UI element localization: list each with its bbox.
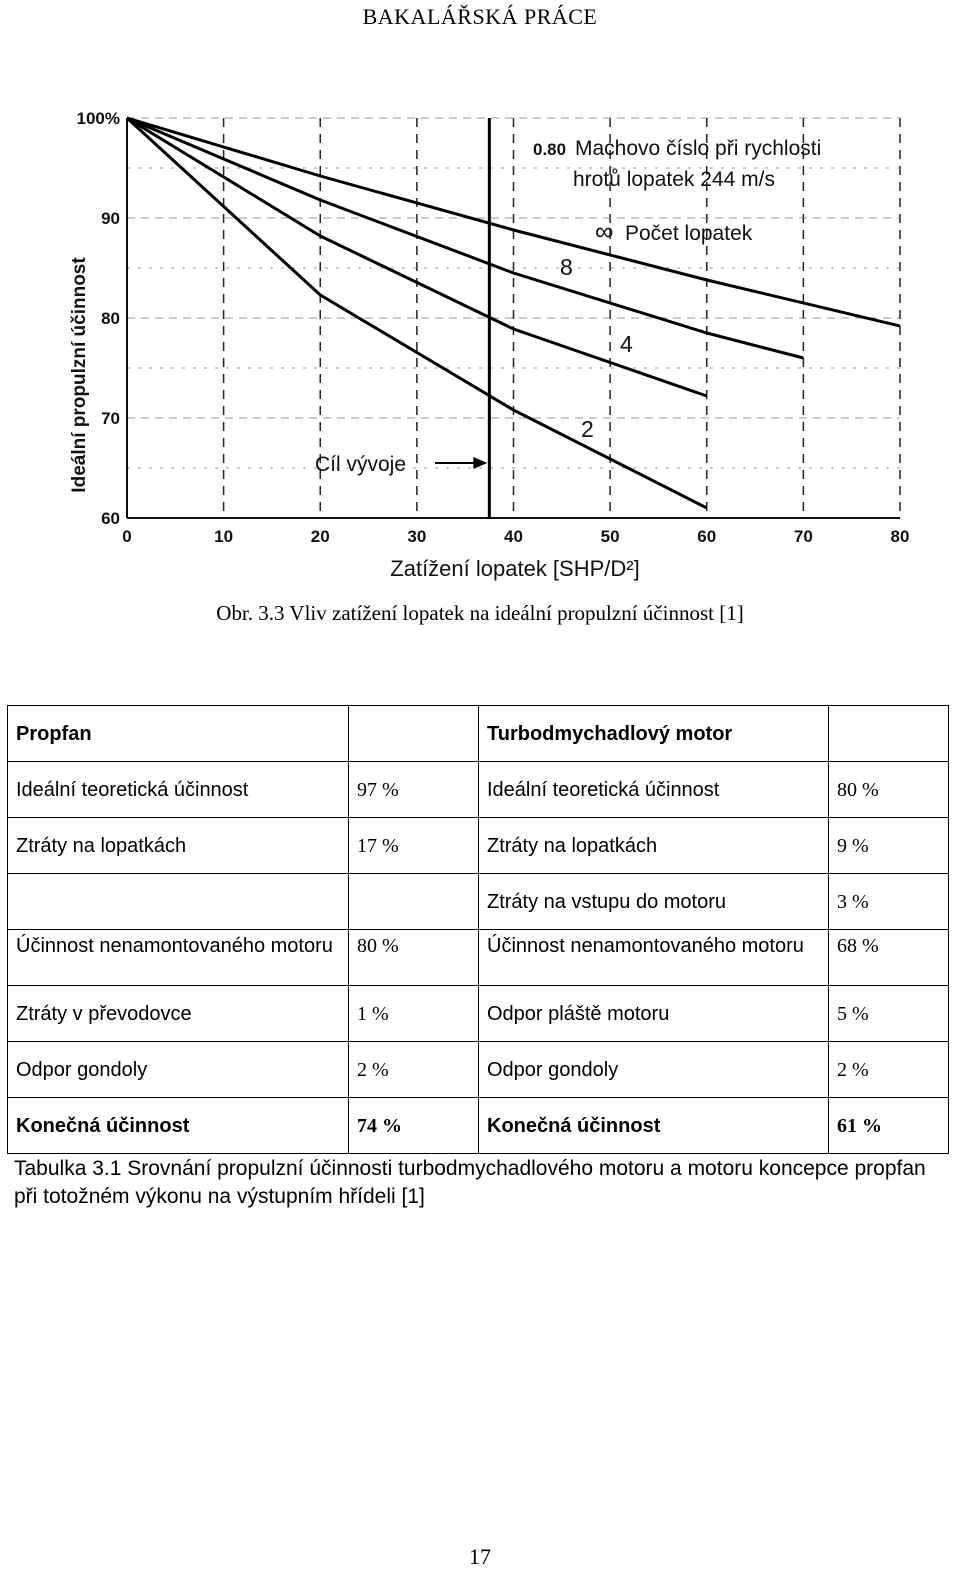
table-header-row — [8, 706, 949, 762]
propfan-value: 2 % — [349, 1042, 479, 1098]
page-number: 17 — [469, 1544, 491, 1569]
propfan-label: Ztráty na lopatkách — [8, 818, 349, 874]
propfan-label — [8, 874, 349, 930]
turbofan-label: Ztráty na lopatkách — [479, 818, 829, 874]
turbofan-label: Konečná účinnost — [479, 1098, 829, 1154]
turbofan-label: Ideální teoretická účinnost — [479, 762, 829, 818]
series-label: 4 — [620, 331, 633, 357]
x-tick-label: 40 — [504, 527, 523, 546]
propfan-value: 80 % — [349, 930, 479, 986]
x-axis-label: Zatížení lopatek [SHP/D²] — [390, 556, 640, 581]
header-empty-1 — [349, 706, 479, 762]
turbofan-value: 9 % — [829, 818, 949, 874]
series-label: 2 — [581, 416, 594, 442]
table-row — [8, 1098, 949, 1154]
y-tick-label: 90 — [101, 209, 120, 228]
y-tick-label: 80 — [101, 309, 120, 328]
x-tick-label: 80 — [890, 527, 910, 546]
y-tick-label: 70 — [101, 409, 120, 428]
table-row — [8, 930, 949, 986]
turbofan-value: 68 % — [829, 930, 949, 986]
target-label: Cíl vývoje — [315, 453, 407, 476]
table-row — [8, 874, 949, 930]
x-tick-label: 10 — [214, 527, 234, 546]
chart-grid — [127, 118, 900, 518]
turbofan-label: Účinnost nenamontovaného motoru — [479, 930, 829, 986]
efficiency-chart-figure — [60, 100, 920, 590]
turbofan-value: 2 % — [829, 1042, 949, 1098]
propfan-label: Účinnost nenamontovaného motoru — [8, 930, 349, 986]
series-label: 8 — [560, 254, 573, 280]
turbofan-value: 80 % — [829, 762, 949, 818]
x-tick-label: 20 — [310, 527, 330, 546]
propfan-value: 17 % — [349, 818, 479, 874]
mach-value: 0.80 — [533, 140, 567, 159]
target-arrow — [435, 457, 487, 469]
x-tick-label: 60 — [697, 527, 717, 546]
header-turbofan: Turbodmychadlový motor — [479, 706, 829, 762]
propfan-value: 74 % — [349, 1098, 479, 1154]
blade-count-label: Počet lopatek — [625, 222, 753, 245]
mach-label-line2: hrotů lopatek 244 m/s — [573, 168, 775, 191]
target-arrow-head — [473, 457, 487, 469]
turbofan-value: 5 % — [829, 986, 949, 1042]
table-row — [8, 762, 949, 818]
efficiency-comparison-table — [7, 705, 949, 1154]
table-caption: Tabulka 3.1 Srovnání propulzní účinnosti turbodmychadlového motoru a motoru koncepce propfan při totožném výkonu na výstupním hřídeli [1] — [14, 1157, 926, 1208]
x-tick-label: 50 — [600, 527, 620, 546]
turbofan-label: Ztráty na vstupu do motoru — [479, 874, 829, 930]
table-row — [8, 818, 949, 874]
table-row — [8, 1042, 949, 1098]
propfan-label: Ztráty v převodovce — [8, 986, 349, 1042]
x-tick-label: 30 — [407, 527, 427, 546]
running-head: BAKALÁŘSKÁ PRÁCE — [362, 4, 598, 29]
propfan-label: Konečná účinnost — [8, 1098, 349, 1154]
chart-ticks — [77, 109, 910, 546]
header-empty-2 — [829, 706, 949, 762]
x-tick-label: 0 — [122, 527, 132, 546]
blade-infinity-symbol: ∞ — [595, 216, 614, 246]
y-axis-label: Ideální propulzní účinnost — [69, 257, 90, 493]
propfan-label: Ideální teoretická účinnost — [8, 762, 349, 818]
table-row — [8, 986, 949, 1042]
x-tick-label: 70 — [793, 527, 813, 546]
turbofan-label: Odpor gondoly — [479, 1042, 829, 1098]
propfan-value: 97 % — [349, 762, 479, 818]
propfan-value: 1 % — [349, 986, 479, 1042]
turbofan-value: 61 % — [829, 1098, 949, 1154]
propfan-label: Odpor gondoly — [8, 1042, 349, 1098]
mach-label-line1: Machovo číslo při rychlosti — [575, 137, 822, 160]
turbofan-value: 3 % — [829, 874, 949, 930]
propfan-value — [349, 874, 479, 930]
y-tick-label: 60 — [101, 509, 120, 528]
efficiency-chart — [60, 100, 920, 590]
y-tick-label: 100% — [76, 109, 120, 128]
header-propfan: Propfan — [8, 706, 349, 762]
turbofan-label: Odpor pláště motoru — [479, 986, 829, 1042]
figure-caption: Obr. 3.3 Vliv zatížení lopatek na ideální propulzní účinnost [1] — [216, 601, 744, 625]
